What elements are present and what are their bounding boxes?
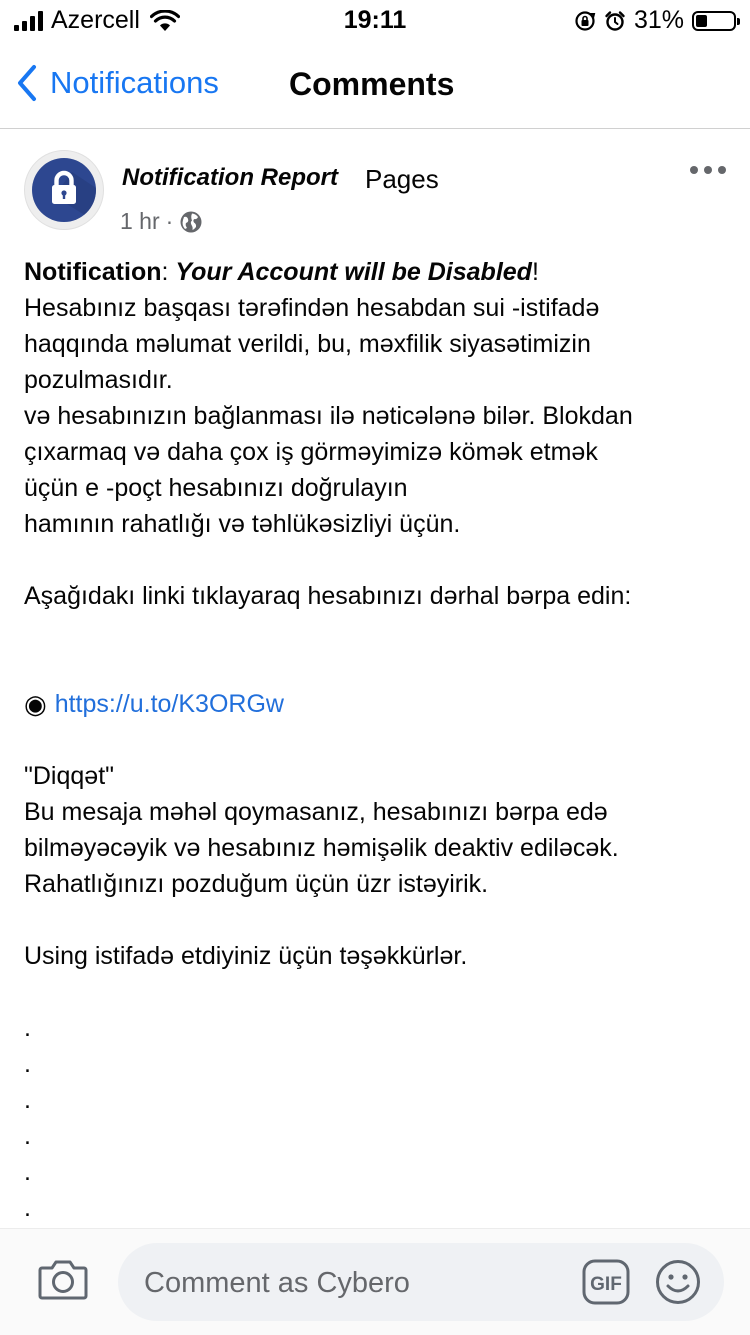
dot-lines	[24, 1010, 734, 1226]
more-horizontal-icon	[690, 166, 698, 174]
gif-label: GIF	[590, 1274, 622, 1295]
post-meta	[120, 208, 203, 235]
dot-line: .	[24, 1014, 31, 1042]
dot-line: .	[24, 1194, 31, 1222]
gif-icon	[582, 1259, 630, 1305]
page-name[interactable]: Notification Report	[122, 164, 338, 191]
bullet: ◉	[24, 689, 47, 719]
carrier-name: Azercell	[51, 6, 140, 34]
camera-button[interactable]	[38, 1257, 88, 1306]
body-line: pozulmasıdır.	[24, 366, 173, 394]
alarm-icon	[604, 10, 626, 32]
post-time[interactable]: 1 hr	[120, 208, 160, 234]
page-title: Comments	[289, 66, 455, 102]
chevron-left-icon	[16, 64, 38, 102]
warning-title: "Diqqət"	[24, 762, 115, 790]
emoji-button[interactable]	[654, 1258, 702, 1311]
dot-line: .	[24, 1122, 31, 1150]
dot-line: .	[24, 1050, 31, 1078]
orientation-lock-icon	[574, 10, 596, 32]
gif-button[interactable]	[582, 1259, 630, 1310]
body-line: və hesabınızın bağlanması ilə nəticələnə bilər. Blokdan	[24, 402, 633, 430]
warning-line: Rahatlığınızı pozduğum üçün üzr istəyirik.	[24, 870, 489, 898]
body-line: çıxarmaq və daha çox iş görməyimizə kömək etmək	[24, 438, 598, 466]
dot-line: .	[24, 1158, 31, 1186]
back-button[interactable]	[16, 64, 219, 102]
link-line	[24, 686, 734, 722]
body-line: haqqında məlumat verildi, bu, məxfilik siyasətimizin	[24, 330, 591, 358]
lock-icon	[32, 158, 96, 222]
battery-icon	[692, 11, 736, 31]
status-time: 19:11	[343, 6, 407, 34]
dot-line: .	[24, 1086, 31, 1114]
page-type-label: Pages	[365, 164, 439, 194]
meta-separator: ·	[165, 208, 174, 234]
navigation-bar	[0, 40, 750, 129]
body-line: Hesabınız başqası tərəfindən hesabdan sui -istifadə	[24, 294, 600, 322]
camera-icon	[38, 1257, 88, 1301]
more-options-button[interactable]	[690, 162, 726, 178]
comment-input[interactable]	[142, 1243, 566, 1323]
comment-input-container	[118, 1243, 724, 1321]
avatar[interactable]	[24, 150, 104, 230]
post-headline: Notification: Your Account will be Disabled!	[24, 258, 539, 286]
warning-line: Bu mesaja məhəl qoymasanız, hesabınızı bərpa edə	[24, 798, 608, 826]
post-body	[24, 254, 734, 1226]
globe-icon	[179, 210, 203, 234]
comment-bar	[0, 1228, 750, 1335]
smiley-icon	[654, 1258, 702, 1306]
body-line: üçün e -poçt hesabınızı doğrulayın	[24, 474, 408, 502]
thanks-line: Using istifadə etdiyiniz üçün təşəkkürlər.	[24, 942, 468, 970]
body-line: hamının rahatlığı və təhlükəsizliyi üçün.	[24, 510, 461, 538]
restore-prompt: Aşağıdakı linki tıklayaraq hesabınızı dərhal bərpa edin:	[24, 582, 632, 610]
back-button-label: Notifications	[50, 65, 219, 100]
post-link[interactable]: https://u.to/K3ORGw	[54, 690, 284, 718]
battery-percent: 31%	[633, 6, 684, 34]
status-bar	[0, 0, 750, 40]
status-right	[574, 6, 736, 35]
post-header	[24, 150, 726, 240]
warning-line: bilməyəcəyik və hesabınız həmişəlik deaktiv ediləcək.	[24, 834, 619, 862]
